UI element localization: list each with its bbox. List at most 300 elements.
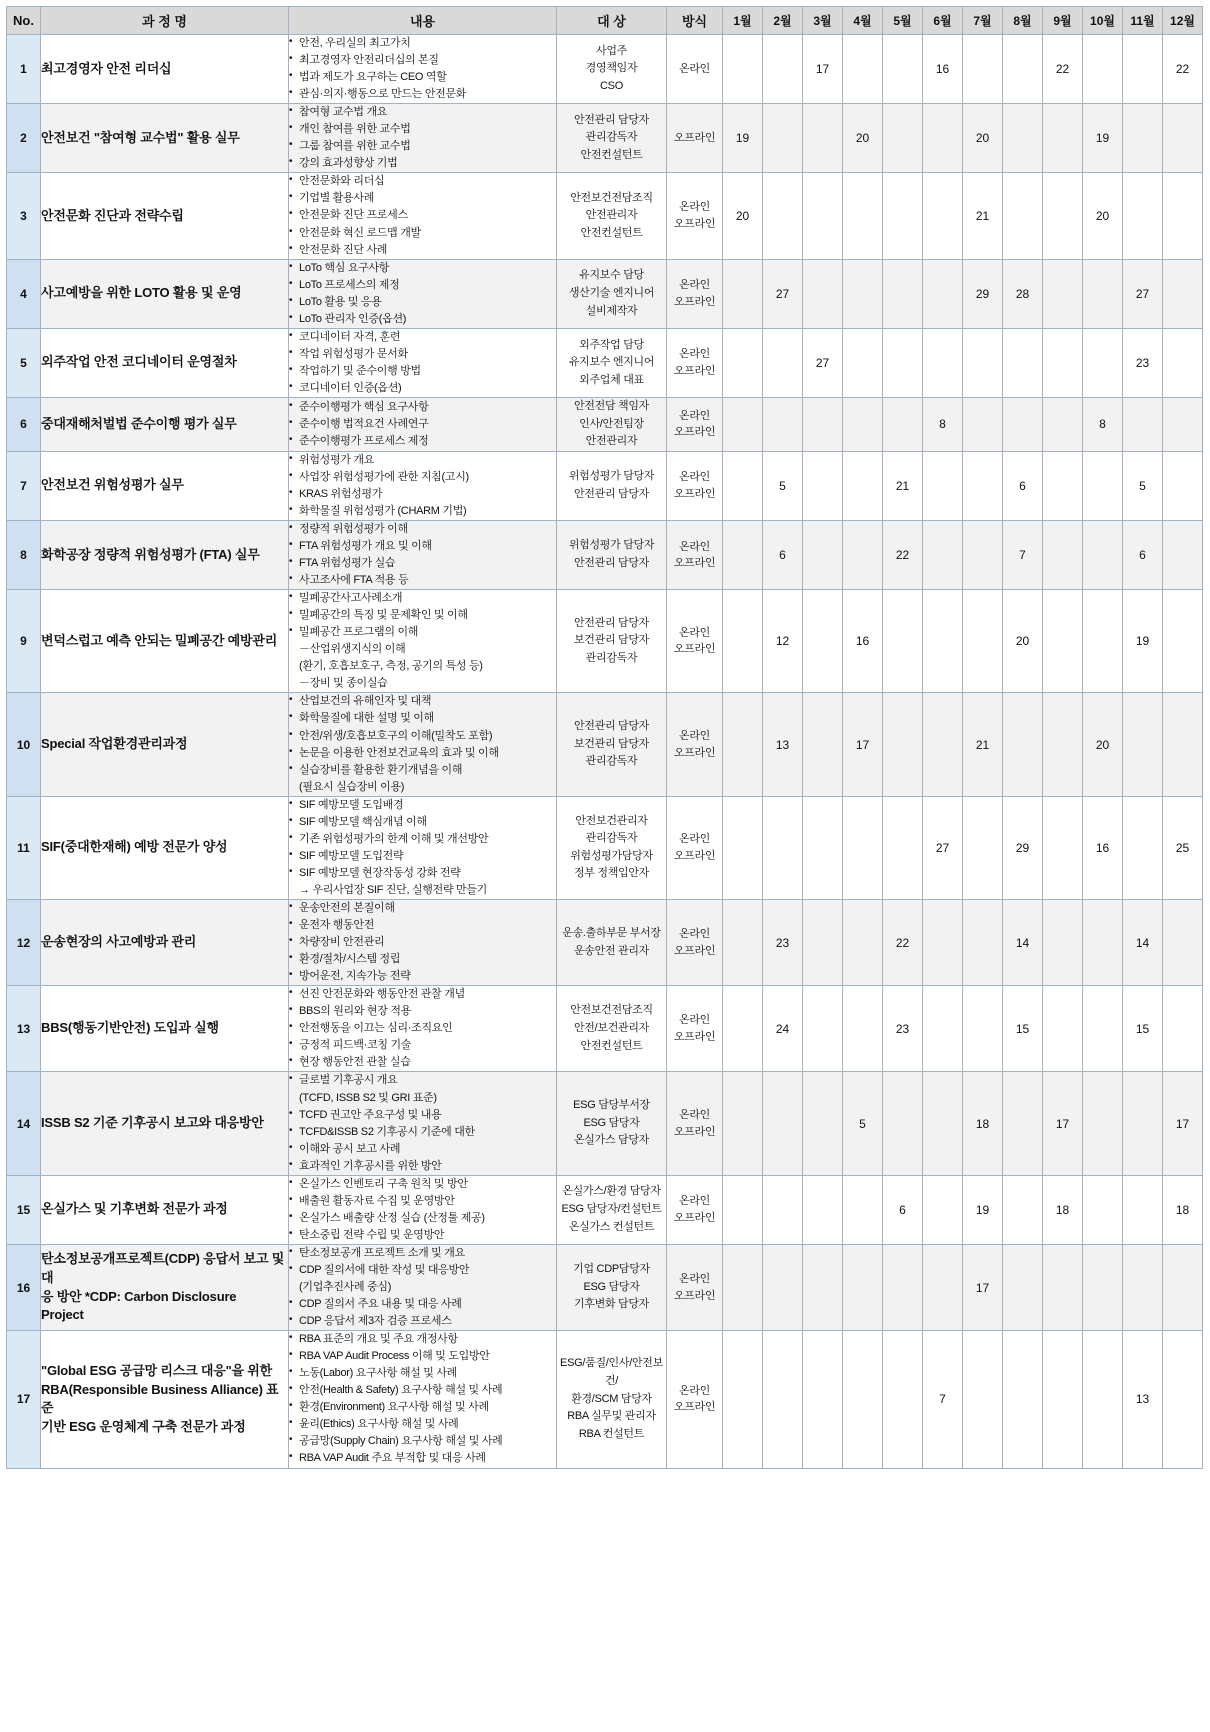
schedule-cell-month-10	[1083, 451, 1123, 520]
schedule-cell-month-3	[803, 1331, 843, 1468]
course-target	[557, 259, 667, 328]
schedule-cell-month-3	[803, 259, 843, 328]
header-month-6: 6월	[923, 7, 963, 35]
course-title	[41, 1072, 289, 1175]
course-target	[557, 1175, 667, 1244]
schedule-cell-month-5: 22	[883, 520, 923, 589]
content-list-item: • 준수이행평가 프로세스 제정	[289, 433, 556, 450]
course-mode	[667, 899, 723, 985]
course-target	[557, 796, 667, 899]
content-list-item: • 산업보건의 유해인자 및 대책	[289, 693, 556, 710]
content-list-item: • RBA VAP Audit Process 이해 및 도입방안	[289, 1348, 556, 1365]
schedule-cell-month-8: 7	[1003, 520, 1043, 589]
course-mode	[667, 1175, 723, 1244]
schedule-cell-month-5: 22	[883, 899, 923, 985]
schedule-cell-month-6	[923, 259, 963, 328]
course-title-line: 중대재해처벌법 준수이행 평가 실무	[41, 415, 237, 431]
course-mode	[667, 1244, 723, 1330]
course-title-line: 사고예방을 위한 LOTO 활용 및 운영	[41, 285, 242, 301]
target-line: 안전관리 담당자	[573, 487, 650, 500]
course-mode	[667, 104, 723, 173]
schedule-cell-month-6	[923, 590, 963, 693]
course-mode	[667, 693, 723, 796]
schedule-cell-month-7	[963, 1331, 1003, 1468]
content-list-item: • 준수이행 법적요건 사례연구	[289, 416, 556, 433]
content-list-item: • 안전문화 진단 프로세스	[289, 207, 556, 224]
schedule-cell-month-9	[1043, 104, 1083, 173]
content-list-item: • LoTo 활용 및 응용	[289, 294, 556, 311]
schedule-cell-month-9: 17	[1043, 1072, 1083, 1175]
content-list-item: • 최고경영자 안전리더십의 본질	[289, 52, 556, 69]
mode-line: 오프라인	[673, 643, 716, 656]
content-list-item: • 작업 위험성평가 문서화	[289, 346, 556, 363]
course-title-line: 응 방안 *CDP: Carbon Disclosure	[41, 1288, 237, 1304]
content-list-item: • 운전자 행동안전	[289, 917, 556, 934]
content-list-item: • 운송안전의 본질이해	[289, 900, 556, 917]
schedule-cell-month-4	[843, 328, 883, 397]
target-line: 사업주	[596, 44, 627, 57]
content-list-item: • SIF 예방모델 도입전략	[289, 848, 556, 865]
content-list-item: (환기, 호흡보호구, 측정, 공기의 특성 등)	[299, 660, 483, 673]
schedule-cell-month-6	[923, 1175, 963, 1244]
schedule-cell-month-2	[763, 397, 803, 451]
content-list-item: • FTA 위험성평가 실습	[289, 555, 556, 572]
schedule-cell-month-5: 6	[883, 1175, 923, 1244]
row-number: 5	[7, 328, 41, 397]
schedule-cell-month-3	[803, 1244, 843, 1330]
schedule-cell-month-4: 17	[843, 693, 883, 796]
schedule-cell-month-8: 6	[1003, 451, 1043, 520]
schedule-cell-month-12: 22	[1163, 35, 1203, 104]
course-target	[557, 899, 667, 985]
schedule-cell-month-7: 17	[963, 1244, 1003, 1330]
content-list-item: －산업위생지식의 이해	[299, 643, 406, 656]
schedule-cell-month-4	[843, 173, 883, 259]
content-list-item: • CDP 응답서 제3자 검증 프로세스	[289, 1313, 556, 1330]
schedule-cell-month-2	[763, 1244, 803, 1330]
mode-line: 온라인	[679, 1384, 710, 1397]
row-number: 8	[7, 520, 41, 589]
course-target	[557, 1331, 667, 1468]
course-content	[289, 1072, 557, 1175]
header-month-5: 5월	[883, 7, 923, 35]
course-mode	[667, 397, 723, 451]
course-title	[41, 1175, 289, 1244]
content-list-item: (기업추진사례 중심)	[299, 1281, 392, 1294]
schedule-cell-month-7: 20	[963, 104, 1003, 173]
schedule-cell-month-5	[883, 693, 923, 796]
course-mode	[667, 35, 723, 104]
course-title-line: Special 작업환경관리과정	[41, 736, 188, 752]
schedule-cell-month-9	[1043, 796, 1083, 899]
schedule-cell-month-3	[803, 397, 843, 451]
schedule-cell-month-4	[843, 1175, 883, 1244]
header-month-10: 10월	[1083, 7, 1123, 35]
course-mode	[667, 986, 723, 1072]
schedule-cell-month-9	[1043, 259, 1083, 328]
mode-line: 오프라인	[673, 1125, 716, 1138]
content-list-item: • 온실가스 배출량 산정 실습 (산정툴 제공)	[289, 1210, 556, 1227]
schedule-cell-month-5	[883, 35, 923, 104]
mode-line: 오프라인	[673, 295, 716, 308]
content-list-item: • 환경/절차/시스템 정립	[289, 951, 556, 968]
schedule-cell-month-1	[723, 451, 763, 520]
schedule-cell-month-8	[1003, 104, 1043, 173]
schedule-cell-month-11: 27	[1123, 259, 1163, 328]
schedule-cell-month-6	[923, 520, 963, 589]
course-content	[289, 590, 557, 693]
schedule-cell-month-3	[803, 590, 843, 693]
schedule-cell-month-2	[763, 104, 803, 173]
schedule-cell-month-8: 15	[1003, 986, 1043, 1072]
content-list-item: • 코디네이터 자격, 훈련	[289, 329, 556, 346]
schedule-cell-month-6	[923, 1072, 963, 1175]
schedule-cell-month-9	[1043, 520, 1083, 589]
course-target	[557, 1072, 667, 1175]
schedule-cell-month-7: 21	[963, 173, 1003, 259]
mode-line: 온라인	[679, 1273, 710, 1286]
course-title	[41, 451, 289, 520]
schedule-cell-month-12	[1163, 451, 1203, 520]
schedule-cell-month-3	[803, 451, 843, 520]
target-line: 온실가스 컨설턴트	[568, 1220, 655, 1233]
schedule-cell-month-3	[803, 1072, 843, 1175]
schedule-cell-month-6	[923, 693, 963, 796]
course-target	[557, 451, 667, 520]
schedule-cell-month-2: 13	[763, 693, 803, 796]
content-list-item: • 기업별 활용사례	[289, 190, 556, 207]
header-mode: 방식	[667, 7, 723, 35]
schedule-cell-month-7: 18	[963, 1072, 1003, 1175]
course-title	[41, 986, 289, 1072]
schedule-cell-month-12	[1163, 328, 1203, 397]
schedule-cell-month-4: 20	[843, 104, 883, 173]
mode-line: 온라인	[679, 540, 710, 553]
content-list	[289, 797, 556, 899]
schedule-cell-month-12	[1163, 899, 1203, 985]
course-mode	[667, 328, 723, 397]
schedule-cell-month-5	[883, 796, 923, 899]
course-content	[289, 1175, 557, 1244]
content-list	[289, 35, 556, 103]
schedule-cell-month-9	[1043, 451, 1083, 520]
header-month-11: 11월	[1123, 7, 1163, 35]
schedule-cell-month-9: 22	[1043, 35, 1083, 104]
table-row	[7, 590, 1203, 693]
content-list	[289, 1072, 556, 1174]
schedule-cell-month-8	[1003, 173, 1043, 259]
schedule-cell-month-3: 27	[803, 328, 843, 397]
schedule-cell-month-4	[843, 397, 883, 451]
target-line: 인사/안전팀장	[579, 417, 644, 430]
schedule-cell-month-10	[1083, 259, 1123, 328]
content-list-item: • KRAS 위험성평가	[289, 486, 556, 503]
mode-line: 온라인	[679, 201, 710, 214]
schedule-cell-month-1	[723, 35, 763, 104]
schedule-cell-month-5	[883, 1331, 923, 1468]
content-list-item: • 밀폐공간의 특징 및 문제확인 및 이해	[289, 607, 556, 624]
header-month-1: 1월	[723, 7, 763, 35]
mode-line: 온라인	[679, 471, 710, 484]
target-line: 안전관리 담당자	[573, 616, 650, 629]
course-schedule-table	[6, 6, 1203, 1469]
schedule-cell-month-10: 20	[1083, 173, 1123, 259]
schedule-cell-month-12: 25	[1163, 796, 1203, 899]
schedule-cell-month-5	[883, 259, 923, 328]
course-title-line: BBS(행동기반안전) 도입과 실행	[41, 1020, 219, 1036]
schedule-cell-month-8	[1003, 1244, 1043, 1330]
course-title-line: 안전보건 위험성평가 실무	[41, 477, 184, 493]
course-target	[557, 173, 667, 259]
schedule-cell-month-3	[803, 986, 843, 1072]
content-list-item: • 차량장비 안전관리	[289, 934, 556, 951]
row-number: 14	[7, 1072, 41, 1175]
table-row	[7, 1331, 1203, 1468]
course-content	[289, 397, 557, 451]
target-line: 경영책임자	[585, 62, 638, 75]
target-line: 유지보수 엔지니어	[568, 356, 655, 369]
content-list-item: • 현장 행동안전 관찰 실습	[289, 1054, 556, 1071]
course-title	[41, 899, 289, 985]
content-list-item: • 안전문화 진단 사례	[289, 242, 556, 259]
content-list-item: • 실습장비를 활용한 환기개념을 이해	[289, 762, 556, 779]
content-list-item: • 방어운전, 지속가능 전략	[289, 968, 556, 985]
table-row	[7, 1175, 1203, 1244]
target-line: 안전컨설턴트	[580, 1039, 643, 1052]
content-list	[289, 399, 556, 450]
row-number: 15	[7, 1175, 41, 1244]
target-line: 안전관리 담당자	[573, 557, 650, 570]
mode-line: 오프라인	[673, 746, 716, 759]
content-list	[289, 693, 556, 795]
course-target	[557, 590, 667, 693]
schedule-cell-month-11	[1123, 796, 1163, 899]
mode-line: 온라인	[679, 1195, 710, 1208]
content-list-item: • 윤리(Ethics) 요구사항 해설 및 사례	[289, 1416, 556, 1433]
content-list	[289, 329, 556, 397]
content-list-item: • LoTo 핵심 요구사항	[289, 260, 556, 277]
course-title-line: Project	[41, 1307, 84, 1323]
schedule-cell-month-9	[1043, 328, 1083, 397]
content-list-item: • 공급망(Supply Chain) 요구사항 해설 및 사례	[289, 1433, 556, 1450]
target-line: 안전관리자	[585, 435, 638, 448]
table-row	[7, 1244, 1203, 1330]
schedule-cell-month-12	[1163, 693, 1203, 796]
table-header	[7, 7, 1203, 35]
schedule-cell-month-11	[1123, 1175, 1163, 1244]
target-line: 안전관리자	[585, 209, 638, 222]
content-list-item: • 화학물질 위험성평가 (CHARM 기법)	[289, 503, 556, 520]
schedule-cell-month-3	[803, 520, 843, 589]
target-line: 보건관리 담당자	[573, 634, 650, 647]
course-title-line: "Global ESG 공급망 리스크 대응"을 위한	[41, 1362, 273, 1378]
content-list	[289, 173, 556, 258]
schedule-cell-month-8: 14	[1003, 899, 1043, 985]
course-content	[289, 796, 557, 899]
content-list-item: • 코디네이터 인증(옵션)	[289, 380, 556, 397]
course-title	[41, 328, 289, 397]
schedule-cell-month-5	[883, 173, 923, 259]
course-target	[557, 35, 667, 104]
course-mode	[667, 1072, 723, 1175]
course-content	[289, 693, 557, 796]
content-list-item: • 안전문화와 리더십	[289, 173, 556, 190]
mode-line: 오프라인	[673, 944, 716, 957]
course-content	[289, 451, 557, 520]
content-list	[289, 260, 556, 328]
schedule-cell-month-1: 20	[723, 173, 763, 259]
mode-line: 온라인	[679, 928, 710, 941]
course-content	[289, 104, 557, 173]
content-list-item: • 준수이행평가 핵심 요구사항	[289, 399, 556, 416]
schedule-cell-month-2	[763, 1072, 803, 1175]
target-line: 안전보건전담조직	[570, 191, 653, 204]
schedule-cell-month-12	[1163, 520, 1203, 589]
schedule-cell-month-2: 27	[763, 259, 803, 328]
content-list-item: • 화학물질에 대한 설명 및 이해	[289, 710, 556, 727]
schedule-cell-month-4	[843, 451, 883, 520]
table-row	[7, 899, 1203, 985]
schedule-cell-month-1	[723, 1244, 763, 1330]
course-title-line: 운송현장의 사고예방과 관리	[41, 934, 197, 950]
schedule-cell-month-12	[1163, 1331, 1203, 1468]
schedule-cell-month-2: 6	[763, 520, 803, 589]
schedule-cell-month-11: 13	[1123, 1331, 1163, 1468]
content-list-item: • RBA 표준의 개요 및 주요 개정사항	[289, 1331, 556, 1348]
schedule-cell-month-5	[883, 1072, 923, 1175]
schedule-cell-month-8	[1003, 693, 1043, 796]
content-list-item: • 배출원 활동자료 수집 및 운영방안	[289, 1193, 556, 1210]
schedule-cell-month-7	[963, 397, 1003, 451]
course-content	[289, 899, 557, 985]
schedule-cell-month-12	[1163, 397, 1203, 451]
schedule-cell-month-12: 18	[1163, 1175, 1203, 1244]
content-list-item: • CDP 질의서에 대한 작성 및 대응방안	[289, 1262, 556, 1279]
schedule-cell-month-6: 27	[923, 796, 963, 899]
schedule-cell-month-10	[1083, 1331, 1123, 1468]
target-line: 관리감독자	[585, 755, 638, 768]
course-title-line: 최고경영자 안전 리더십	[41, 60, 172, 76]
target-line: ESG 담당자	[583, 1280, 640, 1293]
schedule-cell-month-11: 23	[1123, 328, 1163, 397]
row-number: 1	[7, 35, 41, 104]
schedule-cell-month-8	[1003, 397, 1043, 451]
target-line: 기업 CDP담당자	[573, 1263, 650, 1276]
course-target	[557, 328, 667, 397]
content-list-item: • 안전행동을 이끄는 심리·조직요인	[289, 1020, 556, 1037]
mode-line: 온라인	[679, 1014, 710, 1027]
schedule-cell-month-1	[723, 899, 763, 985]
schedule-cell-month-6	[923, 104, 963, 173]
schedule-cell-month-8	[1003, 328, 1043, 397]
schedule-cell-month-11	[1123, 35, 1163, 104]
schedule-cell-month-2	[763, 1331, 803, 1468]
schedule-cell-month-7	[963, 451, 1003, 520]
content-list-item: • RBA VAP Audit 주요 부적합 및 대응 사례	[289, 1450, 556, 1467]
mode-line: 온라인	[679, 833, 710, 846]
schedule-cell-month-5	[883, 397, 923, 451]
table-row	[7, 35, 1203, 104]
schedule-cell-month-8	[1003, 35, 1043, 104]
schedule-cell-month-6: 16	[923, 35, 963, 104]
target-line: 안전컨설턴트	[580, 226, 643, 239]
header-month-4: 4월	[843, 7, 883, 35]
schedule-cell-month-3	[803, 1175, 843, 1244]
target-line: 안전관리 담당자	[573, 720, 650, 733]
content-list	[289, 900, 556, 985]
course-title	[41, 520, 289, 589]
mode-line: 오프라인	[673, 557, 716, 570]
target-line: 정부 정책입안자	[573, 867, 650, 880]
schedule-cell-month-12	[1163, 173, 1203, 259]
course-title	[41, 796, 289, 899]
content-list-item: • SIF 예방모델 도입배경	[289, 797, 556, 814]
row-number: 12	[7, 899, 41, 985]
content-list	[289, 1245, 556, 1330]
table-row	[7, 520, 1203, 589]
schedule-cell-month-5: 21	[883, 451, 923, 520]
target-line: 유지보수 담당	[579, 269, 644, 282]
target-line: 생산기술 엔지니어	[568, 286, 655, 299]
target-line: 기후변화 담당자	[573, 1298, 650, 1311]
content-list-item: (TCFD, ISSB S2 및 GRI 표준)	[299, 1091, 437, 1104]
schedule-cell-month-11	[1123, 104, 1163, 173]
schedule-cell-month-10	[1083, 328, 1123, 397]
target-line: 안전보건관리자	[575, 814, 648, 827]
content-list-item: • SIF 예방모델 핵심개념 이해	[289, 814, 556, 831]
course-title-line: 화학공장 정량적 위험성평가 (FTA) 실무	[41, 546, 260, 562]
target-line: 관리감독자	[585, 832, 638, 845]
schedule-cell-month-9	[1043, 899, 1083, 985]
schedule-cell-month-8: 29	[1003, 796, 1043, 899]
course-content	[289, 173, 557, 259]
schedule-cell-month-5	[883, 104, 923, 173]
header-month-9: 9월	[1043, 7, 1083, 35]
schedule-cell-month-1	[723, 693, 763, 796]
schedule-cell-month-1	[723, 259, 763, 328]
target-line: 위험성평가 담당자	[568, 539, 655, 552]
header-target: 대 상	[557, 7, 667, 35]
content-list-item: • FTA 위험성평가 개요 및 이해	[289, 538, 556, 555]
schedule-cell-month-4: 5	[843, 1072, 883, 1175]
schedule-cell-month-8	[1003, 1175, 1043, 1244]
schedule-cell-month-10	[1083, 1244, 1123, 1330]
schedule-cell-month-9: 18	[1043, 1175, 1083, 1244]
header-title: 과 정 명	[41, 7, 289, 35]
schedule-cell-month-3	[803, 173, 843, 259]
schedule-cell-month-10	[1083, 590, 1123, 693]
course-mode	[667, 1331, 723, 1468]
schedule-cell-month-2	[763, 35, 803, 104]
schedule-cell-month-4	[843, 796, 883, 899]
schedule-cell-month-6	[923, 899, 963, 985]
content-list-item: • 효과적인 기후공시를 위한 방안	[289, 1158, 556, 1175]
content-list-item: • 밀폐공간 프로그램의 이해	[289, 624, 556, 641]
course-target	[557, 104, 667, 173]
schedule-cell-month-4	[843, 259, 883, 328]
mode-line: 온라인	[679, 409, 710, 422]
content-list-item: • BBS의 원리와 현장 적용	[289, 1003, 556, 1020]
row-number: 4	[7, 259, 41, 328]
schedule-cell-month-8: 28	[1003, 259, 1043, 328]
target-line: 관리감독자	[585, 131, 638, 144]
table-row	[7, 104, 1203, 173]
schedule-cell-month-3	[803, 104, 843, 173]
content-list-item: • SIF 예방모델 현장작동성 강화 전략	[289, 865, 556, 882]
content-list-item: • 환경(Environment) 요구사항 해설 및 사례	[289, 1399, 556, 1416]
schedule-cell-month-9	[1043, 986, 1083, 1072]
schedule-cell-month-2	[763, 173, 803, 259]
